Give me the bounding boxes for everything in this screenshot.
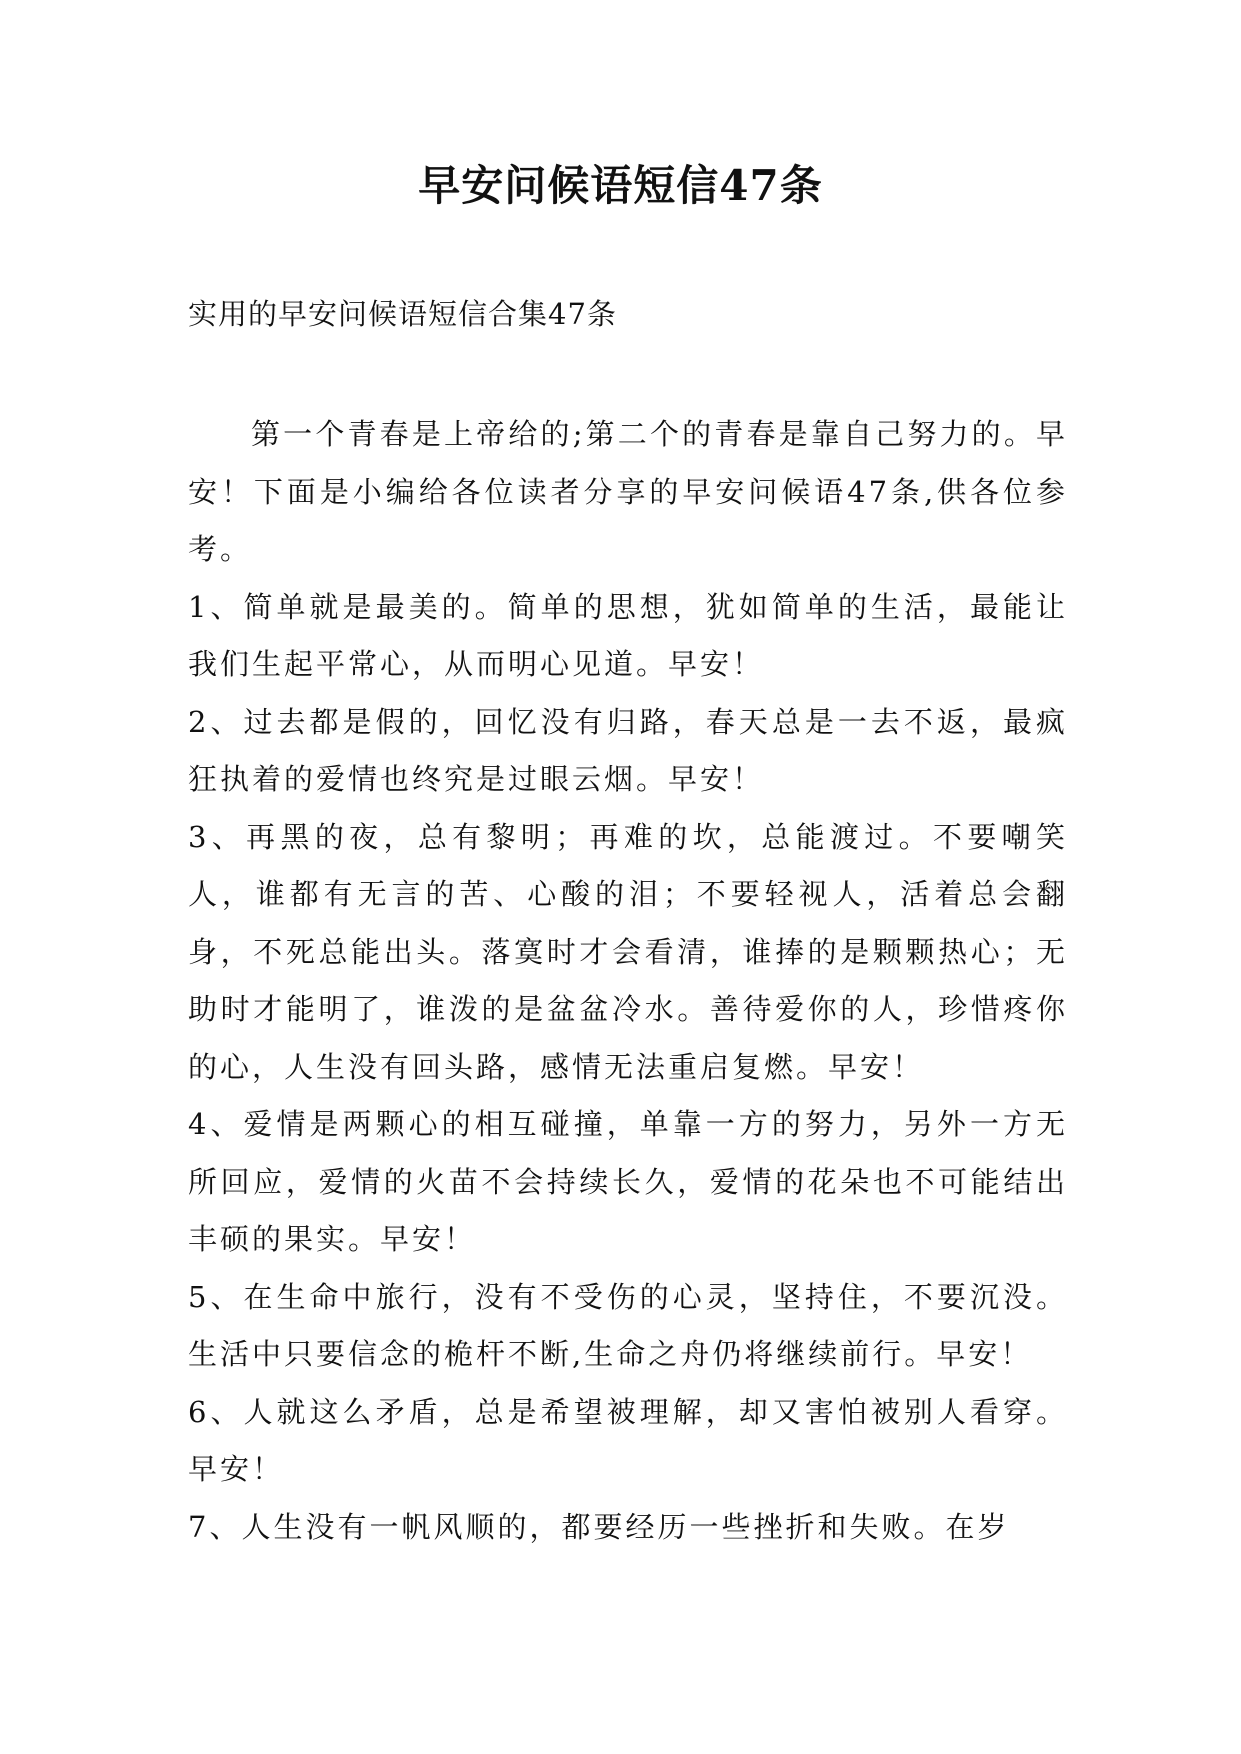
list-item: 3、再黑的夜，总有黎明；再难的坎，总能渡过。不要嘲笑人，谁都有无言的苦、心酸的泪；不要轻视人，活着总会翻身，不死总能出头。落寞时才会看清，谁捧的是颗颗热心；无助时才能明了，谁泼的是盆盆冷水。善待爱你的人，珍惜疼你的心，人生没有回头路，感情无法重启复燃。早安！ [188, 819, 1068, 1084]
intro-paragraph: 第一个青春是上帝给的;第二个的青春是靠自己努力的。早安！下面是小编给各位读者分享的早安问候语47条,供各位参考。 [188, 417, 1068, 566]
list-item: 1、简单就是最美的。简单的思想，犹如简单的生活，最能让我们生起平常心，从而明心见道。早安！ [188, 589, 1068, 681]
document-body [188, 406, 1068, 1556]
list-item: 4、爱情是两颗心的相互碰撞，单靠一方的努力，另外一方无所回应，爱情的火苗不会持续长久，爱情的花朵也不可能结出丰硕的果实。早安！ [188, 1107, 1068, 1256]
list-item: 7、人生没有一帆风顺的，都要经历一些挫折和失败。在岁 [188, 1509, 1010, 1544]
document-title: 早安问候语短信47条 [418, 161, 823, 210]
list-item: 6、人就这么矛盾，总是希望被理解，却又害怕被别人看穿。早安！ [188, 1394, 1068, 1486]
list-item: 5、在生命中旅行，没有不受伤的心灵，坚持住，不要沉没。生活中只要信念的桅杆不断,生命之舟仍将继续前行。早安！ [188, 1279, 1068, 1371]
list-item: 2、过去都是假的，回忆没有归路，春天总是一去不返，最疯狂执着的爱情也终究是过眼云烟。早安！ [188, 704, 1068, 796]
document-subtitle: 实用的早安问候语短信合集47条 [188, 297, 617, 331]
